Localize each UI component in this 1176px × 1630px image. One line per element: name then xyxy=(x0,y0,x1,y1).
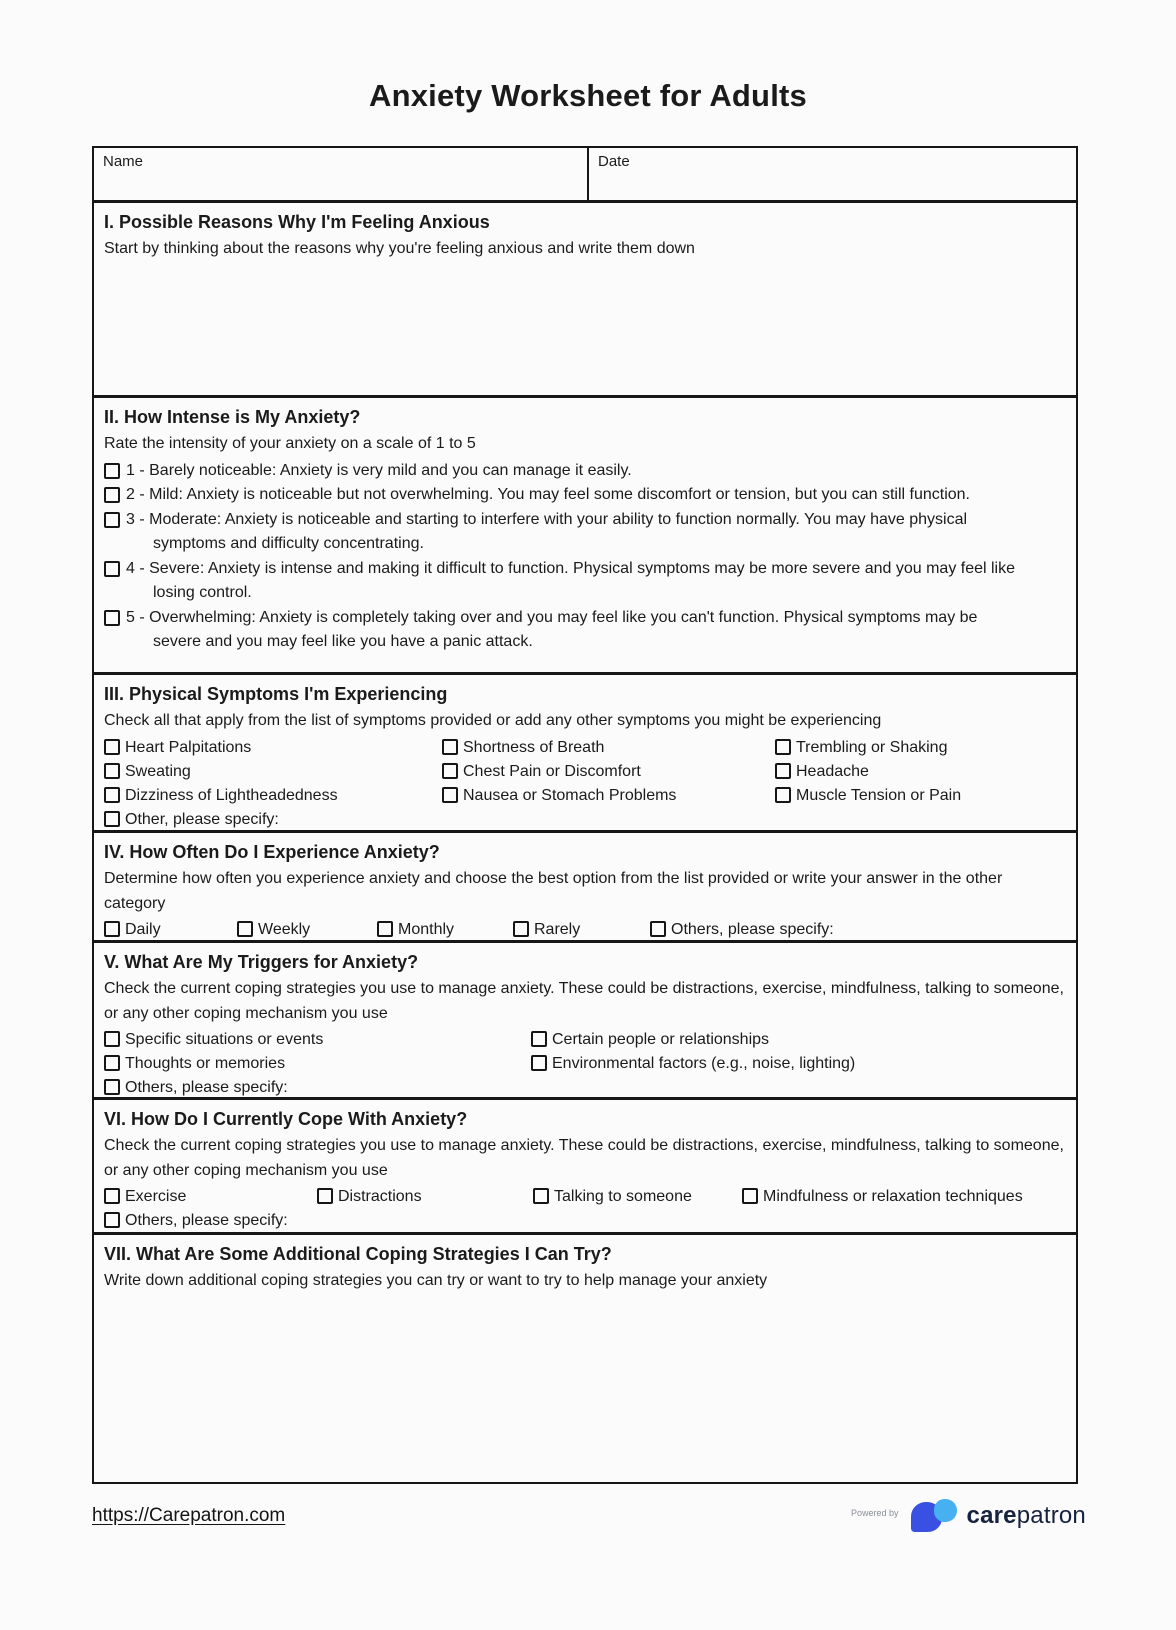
name-label: Name xyxy=(103,153,144,170)
section-symptoms-heading: III. Physical Symptoms I'm Experiencing xyxy=(104,684,448,704)
checkbox-trembling-or-shaking[interactable] xyxy=(775,739,791,755)
carepatron-brand xyxy=(851,1499,1086,1532)
date-field[interactable] xyxy=(589,148,1076,200)
checkbox-certain-people[interactable] xyxy=(531,1031,547,1047)
symptom-label: Chest Pain or Discomfort xyxy=(463,762,641,780)
frequency-option-others xyxy=(650,918,834,940)
symptom-label: Trembling or Shaking xyxy=(796,738,948,756)
name-field[interactable] xyxy=(94,148,589,200)
checkbox-rarely[interactable] xyxy=(513,921,529,937)
carepatron-logo-icon xyxy=(911,1499,961,1532)
checkbox-distractions[interactable] xyxy=(317,1188,333,1204)
checkbox-weekly[interactable] xyxy=(237,921,253,937)
section-additional xyxy=(94,1232,1076,1482)
symptom-option xyxy=(775,784,1066,808)
symptom-label: Nausea or Stomach Problems xyxy=(463,786,677,804)
checkbox-thoughts-memories[interactable] xyxy=(104,1055,120,1071)
section-triggers-heading: V. What Are My Triggers for Anxiety? xyxy=(104,952,419,972)
trigger-option xyxy=(104,1052,531,1076)
powered-by-label: Powered by xyxy=(851,1507,899,1518)
checkbox-frequency-others[interactable] xyxy=(650,921,666,937)
frequency-options xyxy=(104,918,1066,940)
symptom-label: Headache xyxy=(796,762,869,780)
intensity-option-3 xyxy=(104,508,1026,557)
checkbox-specific-situations[interactable] xyxy=(104,1031,120,1047)
worksheet-body xyxy=(92,146,1078,1484)
frequency-option-rarely xyxy=(513,918,650,940)
symptom-label: Heart Palpitations xyxy=(125,738,252,756)
section-reasons-heading: I. Possible Reasons Why I'm Feeling Anxious xyxy=(104,212,490,232)
frequency-label: Daily xyxy=(125,921,161,938)
checkbox-headache[interactable] xyxy=(775,763,791,779)
checkbox-intensity-1[interactable] xyxy=(104,463,120,479)
checkbox-nausea[interactable] xyxy=(442,787,458,803)
section-reasons xyxy=(94,200,1076,395)
frequency-label: Weekly xyxy=(258,921,311,938)
frequency-option-daily xyxy=(104,918,237,940)
checkbox-exercise[interactable] xyxy=(104,1188,120,1204)
checkbox-heart-palpitations[interactable] xyxy=(104,739,120,755)
intensity-option-1-label: 1 - Barely noticeable: Anxiety is very mild and you can manage it easily. xyxy=(126,461,632,479)
date-label: Date xyxy=(598,153,630,170)
brand-wordmark xyxy=(967,1502,1086,1530)
frequency-option-monthly xyxy=(377,918,513,940)
section-intensity xyxy=(94,395,1076,672)
intensity-option-4 xyxy=(104,557,1026,606)
section-frequency-heading: IV. How Often Do I Experience Anxiety? xyxy=(104,842,440,862)
section-intensity-description: Rate the intensity of your anxiety on a scale of 1 to 5 xyxy=(104,435,476,452)
checkbox-intensity-3[interactable] xyxy=(104,512,120,528)
section-coping xyxy=(94,1097,1076,1232)
coping-other-label: Others, please specify: xyxy=(125,1212,288,1229)
page-title: Anxiety Worksheet for Adults xyxy=(369,78,807,113)
section-intensity-heading: II. How Intense is My Anxiety? xyxy=(104,407,361,427)
triggers-other-label: Others, please specify: xyxy=(125,1079,288,1096)
frequency-label: Rarely xyxy=(534,921,581,938)
symptom-label: Dizziness of Lightheadedness xyxy=(125,786,338,804)
coping-label: Talking to someone xyxy=(554,1188,692,1205)
symptom-option xyxy=(442,760,775,784)
section-triggers-description: Check the current coping strategies you use to manage anxiety. These could be distractions, exercise, mindfulness, talking to someone, or any other coping mechanism you use xyxy=(104,980,1064,1022)
logo-blob-secondary xyxy=(934,1499,957,1522)
symptom-option xyxy=(104,784,442,808)
frequency-option-weekly xyxy=(237,918,377,940)
trigger-option xyxy=(531,1028,1066,1052)
coping-option-distractions xyxy=(317,1185,533,1209)
checkbox-environmental-factors[interactable] xyxy=(531,1055,547,1071)
coping-other-row xyxy=(104,1209,1066,1232)
checkbox-chest-pain[interactable] xyxy=(442,763,458,779)
checkbox-intensity-5[interactable] xyxy=(104,610,120,626)
section-coping-description: Check the current coping strategies you use to manage anxiety. These could be distractions, exercise, mindfulness, talking to someone, or any other coping mechanism you use xyxy=(104,1137,1064,1179)
intensity-option-2 xyxy=(104,483,1026,508)
section-triggers xyxy=(94,940,1076,1097)
symptom-label: Sweating xyxy=(125,762,191,780)
checkbox-shortness-of-breath[interactable] xyxy=(442,739,458,755)
section-coping-heading: VI. How Do I Currently Cope With Anxiety? xyxy=(104,1109,468,1129)
coping-label: Distractions xyxy=(338,1188,422,1205)
symptom-option xyxy=(104,760,442,784)
coping-option-talking xyxy=(533,1185,742,1209)
carepatron-link[interactable]: https://Carepatron.com xyxy=(92,1504,286,1526)
trigger-label: Certain people or relationships xyxy=(552,1031,770,1048)
checkbox-intensity-2[interactable] xyxy=(104,487,120,503)
section-frequency xyxy=(94,830,1076,940)
trigger-label: Specific situations or events xyxy=(125,1031,324,1048)
checkbox-sweating[interactable] xyxy=(104,763,120,779)
brand-wordmark-bold: care xyxy=(966,1501,1017,1529)
brand-wordmark-regular: patron xyxy=(1016,1501,1086,1529)
coping-option-exercise xyxy=(104,1185,317,1209)
checkbox-coping-others[interactable] xyxy=(104,1212,120,1228)
section-reasons-description: Start by thinking about the reasons why you're feeling anxious and write them down xyxy=(104,240,695,257)
trigger-label: Environmental factors (e.g., noise, lighting) xyxy=(552,1055,856,1072)
symptom-option xyxy=(775,760,1066,784)
intensity-option-1 xyxy=(104,459,1026,484)
intensity-option-4-label: 4 - Severe: Anxiety is intense and making it difficult to function. Physical symptoms may be more severe and you may feel like losing control. xyxy=(126,559,1016,601)
checkbox-talking-to-someone[interactable] xyxy=(533,1188,549,1204)
intensity-option-5 xyxy=(104,606,1026,655)
intensity-options xyxy=(104,459,1066,655)
triggers-options xyxy=(104,1028,1066,1076)
symptom-option xyxy=(442,784,775,808)
symptoms-other-label: Other, please specify: xyxy=(125,810,279,828)
symptoms-options xyxy=(104,736,1066,808)
checkbox-mindfulness[interactable] xyxy=(742,1188,758,1204)
symptom-option xyxy=(104,736,442,760)
trigger-option xyxy=(531,1052,1066,1076)
section-additional-description: Write down additional coping strategies you can try or want to try to help manage your anxiety xyxy=(104,1272,768,1289)
section-frequency-description: Determine how often you experience anxiety and choose the best option from the list provided or write your answer in the other category xyxy=(104,870,1003,912)
checkbox-monthly[interactable] xyxy=(377,921,393,937)
identity-row xyxy=(94,148,1076,200)
frequency-other-label: Others, please specify: xyxy=(671,921,834,938)
additional-write-area[interactable] xyxy=(104,1296,1066,1476)
reasons-write-area[interactable] xyxy=(104,264,1066,384)
section-symptoms-description: Check all that apply from the list of symptoms provided or add any other symptoms you might be experiencing xyxy=(104,712,882,729)
symptom-option xyxy=(775,736,1066,760)
symptom-label: Shortness of Breath xyxy=(463,738,605,756)
symptoms-other-row xyxy=(104,808,1066,831)
coping-option-mindfulness xyxy=(742,1185,1023,1209)
symptom-option xyxy=(442,736,775,760)
trigger-label: Thoughts or memories xyxy=(125,1055,286,1072)
checkbox-daily[interactable] xyxy=(104,921,120,937)
trigger-option xyxy=(104,1028,531,1052)
checkbox-symptoms-other[interactable] xyxy=(104,811,120,827)
checkbox-intensity-4[interactable] xyxy=(104,561,120,577)
intensity-option-5-label: 5 - Overwhelming: Anxiety is completely taking over and you may feel like you can't function. Physical symptoms may be severe and you may feel like you have a panic attack. xyxy=(126,608,978,650)
footer xyxy=(92,1499,1086,1532)
triggers-other-row xyxy=(104,1076,1066,1097)
checkbox-muscle-tension[interactable] xyxy=(775,787,791,803)
section-additional-heading: VII. What Are Some Additional Coping Strategies I Can Try? xyxy=(104,1244,612,1264)
symptom-label: Muscle Tension or Pain xyxy=(796,786,962,804)
coping-label: Exercise xyxy=(125,1188,187,1205)
checkbox-dizziness[interactable] xyxy=(104,787,120,803)
section-symptoms xyxy=(94,672,1076,830)
intensity-option-2-label: 2 - Mild: Anxiety is noticeable but not overwhelming. You may feel some discomfort or tension, but you can still function. xyxy=(126,486,970,503)
frequency-label: Monthly xyxy=(398,921,455,938)
coping-options xyxy=(104,1185,1066,1209)
intensity-option-3-label: 3 - Moderate: Anxiety is noticeable and starting to interfere with your ability to function normally. You may have physical symptoms and difficulty concentrating. xyxy=(126,510,968,552)
coping-label: Mindfulness or relaxation techniques xyxy=(763,1188,1023,1205)
checkbox-triggers-others[interactable] xyxy=(104,1079,120,1095)
